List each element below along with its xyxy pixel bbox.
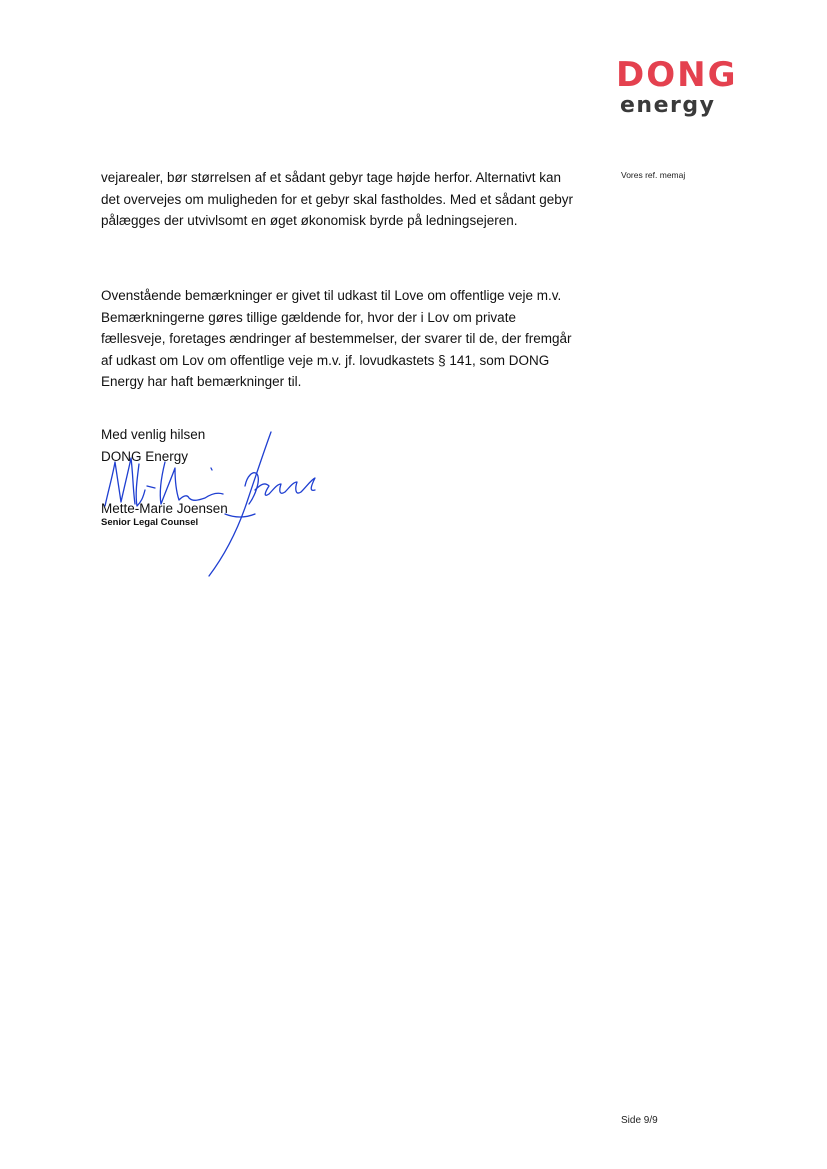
text-line: Bemærkningerne gøres tillige gældende for, hvor der i Lov om private	[101, 309, 516, 325]
text-line: fællesveje, foretages ændringer af bestemmelser, der svarer til de, der fremgår	[101, 331, 572, 346]
logo-word-energy: energy	[620, 93, 716, 118]
text-line: pålægges der utvivlsomt en øget økonomisk byrde på ledningsejeren.	[101, 213, 518, 228]
text-line: Ovenstående bemærkninger er givet til udkast til Love om offentlige veje m.v.	[101, 288, 562, 303]
signer-name: Mette-Marie Joensen	[101, 501, 228, 516]
greeting: Med venlig hilsen	[101, 427, 206, 442]
text-line: det overvejes om muligheden for et gebyr skal fastholdes. Med et sådant gebyr	[101, 191, 574, 207]
signer-title: Senior Legal Counsel	[101, 517, 199, 528]
text-line: Energy har haft bemærkninger til.	[101, 374, 302, 389]
text-line: af udkast om Lov om offentlige veje m.v. jf. lovudkastets § 141, som DONG	[101, 352, 550, 368]
handwritten-signature	[95, 428, 335, 578]
company-name: DONG Energy	[101, 448, 189, 464]
paragraph-fee	[101, 167, 601, 232]
page-number: Side 9/9	[621, 1115, 658, 1126]
dong-energy-logo	[612, 56, 788, 118]
reference-label: Vores ref. memaj	[621, 170, 686, 180]
paragraph-remarks	[101, 285, 601, 393]
text-line: vejarealer, bør størrelsen af et sådant gebyr tage højde herfor. Alternativt kan	[101, 170, 561, 185]
logo-word-dong: DONG	[616, 56, 738, 95]
